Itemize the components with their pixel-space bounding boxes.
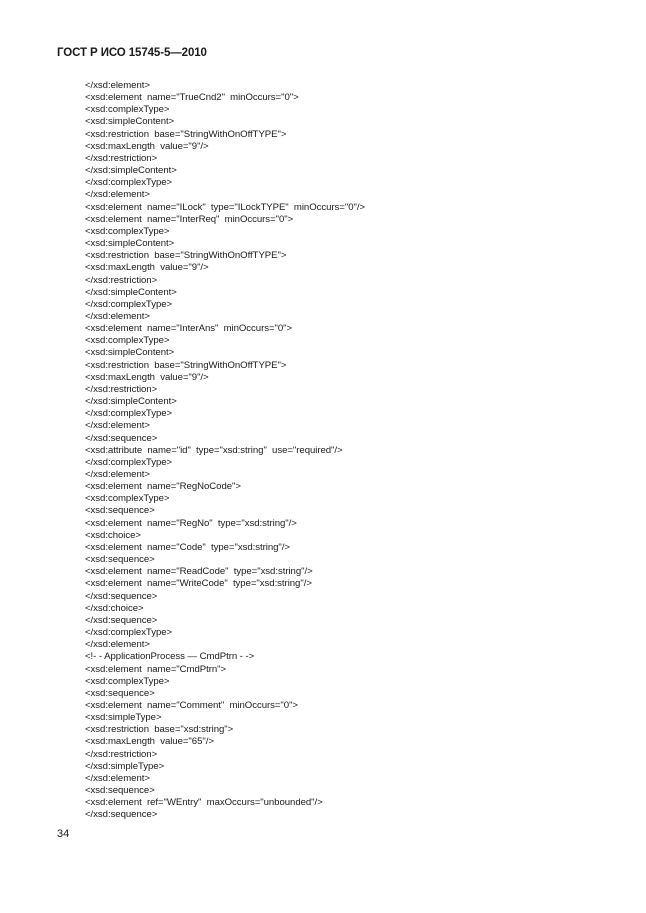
code-line: <xsd:element ref="WEntry" maxOccurs="unbounded"/> [85, 797, 323, 809]
code-line: <xsd:choice> [85, 529, 141, 541]
code-line: <xsd:element name="Code" type="xsd:string"/> [85, 541, 290, 553]
standard-designation-header: ГОСТ Р ИСО 15745-5—2010 [57, 47, 207, 59]
code-line: <xsd:sequence> [85, 687, 155, 699]
code-line: <xsd:element name="InterAns" minOccurs="0"> [85, 323, 293, 335]
code-line: <xsd:complexType> [85, 675, 170, 687]
code-line: </xsd:complexType> [85, 177, 173, 189]
code-line: </xsd:choice> [85, 602, 144, 614]
code-line: <xsd:element name="RegNo" type="xsd:string"/> [85, 517, 297, 529]
code-line: </xsd:restriction> [85, 274, 158, 286]
code-line: <xsd:restriction base="StringWithOnOffTYPE"> [85, 128, 287, 140]
code-line: <xsd:element name="RegNoCode"> [85, 481, 241, 493]
code-line: </xsd:complexType> [85, 408, 173, 420]
code-line: </xsd:restriction> [85, 383, 158, 395]
code-line: <xsd:restriction base="xsd:string"> [85, 724, 234, 736]
code-line: <xsd:restriction base="StringWithOnOffTYPE"> [85, 250, 287, 262]
code-line: <xsd:simpleContent> [85, 347, 175, 359]
code-line: <xsd:maxLength value="9"/> [85, 140, 209, 152]
code-line: </xsd:restriction> [85, 152, 158, 164]
code-line: </xsd:sequence> [85, 809, 158, 821]
code-line: <xsd:element name="ReadCode" type="xsd:string"/> [85, 566, 313, 578]
code-line: </xsd:sequence> [85, 590, 158, 602]
code-line: <xsd:element name="Comment" minOccurs="0"> [85, 699, 298, 711]
code-line: <xsd:element name="TrueCnd2" minOccurs="0"> [85, 92, 299, 104]
code-line: </xsd:complexType> [85, 627, 173, 639]
code-line: </xsd:simpleContent> [85, 396, 177, 408]
code-line: <xsd:sequence> [85, 785, 155, 797]
code-line: </xsd:simpleType> [85, 760, 165, 772]
xsd-code-listing [85, 80, 365, 822]
code-line: <xsd:simpleContent> [85, 116, 175, 128]
code-line: <xsd:complexType> [85, 225, 170, 237]
code-line: <xsd:restriction base="StringWithOnOffTYPE"> [85, 359, 287, 371]
code-line: </xsd:element> [85, 772, 150, 784]
code-line: </xsd:simpleContent> [85, 165, 177, 177]
code-line: <xsd:simpleContent> [85, 238, 175, 250]
code-line: <xsd:element name="InterReq" minOccurs="0"> [85, 213, 294, 225]
code-line: <xsd:complexType> [85, 493, 170, 505]
code-line: <xsd:complexType> [85, 104, 170, 116]
code-line: <xsd:element name="WriteCode" type="xsd:string"/> [85, 578, 312, 590]
code-line: <!- - ApplicationProcess — CmdPtrn - -> [85, 651, 255, 663]
code-line: <xsd:element name="ILock" type="ILockTYPE" minOccurs="0"/> [85, 201, 366, 213]
code-line: </xsd:element> [85, 310, 150, 322]
code-line: </xsd:sequence> [85, 432, 158, 444]
code-line: </xsd:complexType> [85, 298, 173, 310]
code-line: <xsd:element name="CmdPtrn"> [85, 663, 227, 675]
code-line: <xsd:maxLength value="65"/> [85, 736, 214, 748]
code-line: <xsd:sequence> [85, 554, 155, 566]
code-line: </xsd:element> [85, 420, 150, 432]
code-line: </xsd:complexType> [85, 456, 173, 468]
code-line: <xsd:maxLength value="9"/> [85, 262, 209, 274]
code-line: <xsd:maxLength value="9"/> [85, 371, 209, 383]
code-line: </xsd:sequence> [85, 614, 158, 626]
code-line: <xsd:complexType> [85, 335, 170, 347]
code-line: </xsd:element> [85, 80, 150, 91]
code-line: </xsd:simpleContent> [85, 286, 177, 298]
code-line: </xsd:element> [85, 469, 150, 480]
code-line: <xsd:attribute name="id" type="xsd:string" use="required"/> [85, 444, 343, 456]
page-number: 34 [57, 828, 70, 840]
code-line: </xsd:element> [85, 639, 150, 651]
code-line: </xsd:element> [85, 189, 150, 201]
code-line: <xsd:sequence> [85, 505, 155, 517]
code-line: </xsd:restriction> [85, 748, 158, 760]
code-line: <xsd:simpleType> [85, 712, 162, 724]
